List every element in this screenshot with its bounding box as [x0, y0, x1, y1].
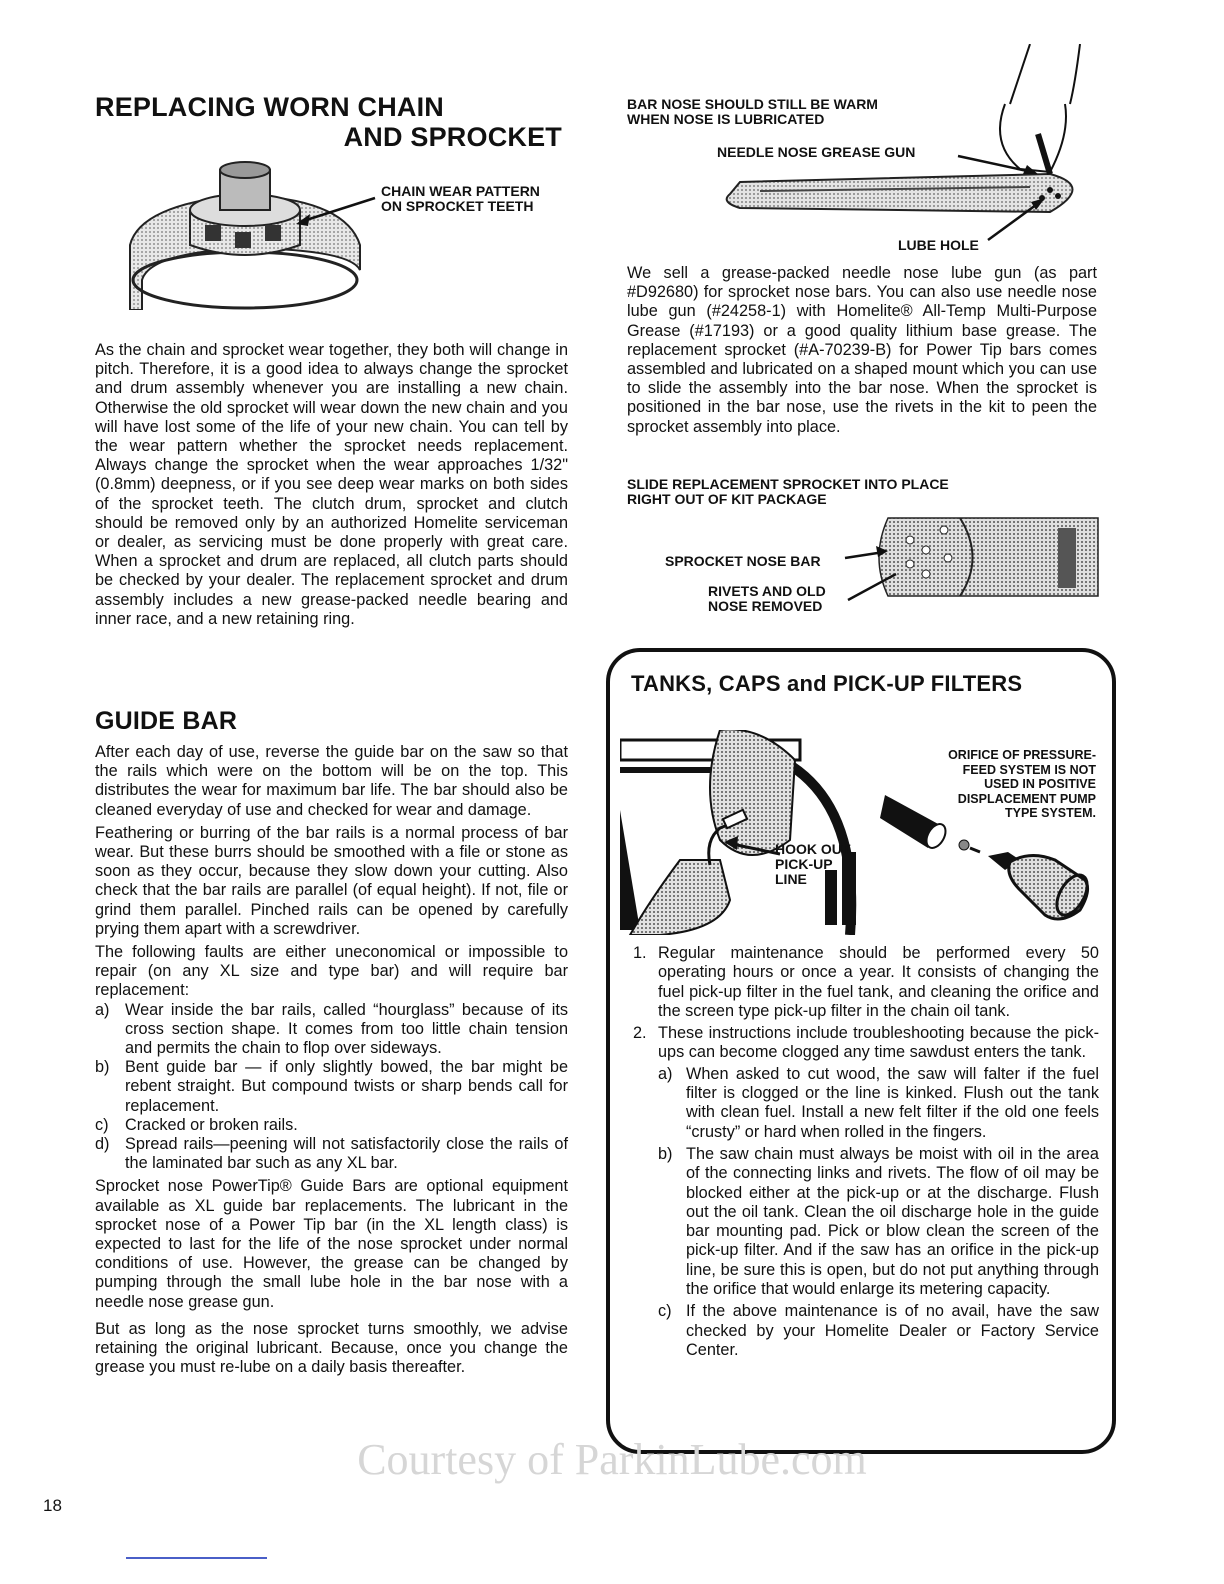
chain-section-title-line2: AND SPROCKET: [343, 122, 562, 152]
guide-bar-paragraph-5: But as long as the nose sprocket turns smoothly, we advise retaining the original lubricant. Because, once you change the grease you must re-lube on a daily basis thereafter.: [95, 1319, 568, 1377]
list-marker: c): [658, 1302, 672, 1321]
list-item: [95, 1058, 568, 1116]
footer-rule: [126, 1557, 267, 1559]
slide-sprocket-caption-line1: SLIDE REPLACEMENT SPROCKET INTO PLACE: [627, 476, 949, 492]
list-item: [629, 944, 1099, 1021]
list-marker: a): [95, 1000, 110, 1019]
list-item: [95, 1116, 568, 1135]
orifice-filter-illustration: [880, 790, 1095, 930]
orifice-note-line2: FEED SYSTEM IS NOT: [962, 762, 1096, 777]
list-item-text: Wear inside the bar rails, called “hourglass” because of its cross section shape. It comes from too little chain tension and permits the chain to flop over sideways.: [125, 1000, 568, 1058]
hook-out-label-line3: LINE: [775, 871, 807, 887]
list-item-text: These instructions include troubleshooting because the pick-ups can become clogged any time sawdust enters the tank.: [658, 1024, 1099, 1062]
chain-section-title-line1: REPLACING WORN CHAIN: [95, 92, 444, 122]
lube-warm-caption-line1: BAR NOSE SHOULD STILL BE WARM: [627, 96, 878, 112]
chain-sprocket-section: [95, 92, 570, 152]
tanks-maintenance-list: [629, 944, 1099, 1363]
guide-bar-paragraph-3: The following faults are either uneconomical or impossible to repair (on any XL size and type bar) and will require bar replacement:: [95, 943, 568, 1000]
slide-sprocket-caption: [627, 477, 949, 507]
list-marker: d): [95, 1135, 110, 1154]
chain-wear-caption: [381, 184, 540, 214]
list-marker: a): [658, 1064, 673, 1083]
hook-out-label-line1: HOOK OUT: [775, 841, 851, 857]
list-marker: 2.: [633, 1024, 647, 1043]
guide-bar-paragraph-2: Feathering or burring of the bar rails is a normal process of bar wear. But these burrs should be smoothed with a file or stone as soon as they occur, because they slow down your cutting. Also check that the bar rails are parallel (of equal height). If not, file or grind them parallel. Pinched rails can be opened by carefully prying them apart with a screwdriver.: [95, 823, 568, 938]
guide-bar-faults-list: [95, 1001, 568, 1174]
list-item: [658, 1302, 1099, 1360]
orifice-note-line4: DISPLACEMENT PUMP: [957, 791, 1096, 806]
list-marker: b): [658, 1144, 673, 1163]
list-item: [629, 1024, 1099, 1360]
list-marker: c): [95, 1115, 109, 1134]
grease-gun-caption: NEEDLE NOSE GREASE GUN: [717, 144, 916, 160]
fuel-pickup-illustration: [620, 730, 870, 935]
chain-wear-caption-line1: CHAIN WEAR PATTERN: [381, 183, 540, 199]
guide-bar-section: [95, 706, 568, 1382]
troubleshooting-substeps: [658, 1065, 1099, 1360]
sprocket-nose-illustration: [840, 508, 1102, 612]
guide-bar-paragraph-4: Sprocket nose PowerTip® Guide Bars are optional equipment available as XL guide bar replacements. The lubricant in the sprocket nose of a Power Tip bar (in the XL length class) is expected to last for the life of the nose sprocket under normal conditions of use. However, the grease can be changed by pumping through the small lube hole in the bar nose with a needle nose grease gun.: [95, 1177, 568, 1311]
hook-out-label-line2: PICK-UP: [775, 856, 833, 872]
slide-sprocket-caption-line2: RIGHT OUT OF KIT PACKAGE: [627, 491, 827, 507]
lube-warm-caption-line2: WHEN NOSE IS LUBRICATED: [627, 111, 825, 127]
rivets-label-line2: NOSE REMOVED: [708, 598, 823, 614]
rivets-label: [708, 584, 826, 614]
orifice-note-line5: TYPE SYSTEM.: [1005, 806, 1096, 820]
list-item: [658, 1145, 1099, 1299]
list-item-text: Bent guide bar — if only slightly bowed, the bar might be rebent straight. But compound twists or sharp bends call for replacement.: [125, 1058, 568, 1115]
sprocket-nose-bar-label: SPROCKET NOSE BAR: [665, 553, 821, 569]
lube-hole-caption: LUBE HOLE: [898, 237, 979, 253]
orifice-note-line3: USED IN POSITIVE: [984, 777, 1096, 791]
list-item-text: The saw chain must always be moist with oil in the area of the connecting links and rivets. The flow of oil may be blocked either at the pick-up or at the discharge. Flush out the oil tank. Clean the oil discharge hole in the guide bar mounting pad. Pick or blow clean the screen of the pick-up filter. And if the saw has an orifice in the pick-up line, be sure this is open, but do not put anything through the orifice that would enlarge its metering capacity.: [686, 1144, 1099, 1299]
orifice-filter-drawing: [880, 790, 1095, 930]
list-item: [95, 1001, 568, 1059]
guide-bar-lube-drawing: [720, 44, 1100, 244]
fuel-pickup-drawing: [620, 730, 870, 935]
sprocket-drum-drawing: [120, 150, 380, 310]
hook-out-label: [775, 842, 850, 887]
maintenance-steps: [629, 944, 1099, 1360]
sprocket-drum-illustration: [120, 150, 380, 310]
list-marker: 1.: [633, 944, 647, 962]
guide-bar-lube-illustration: [720, 44, 1100, 244]
lube-gun-paragraph: We sell a grease-packed needle nose lube gun (as part #D92680) for sprocket nose bars. You can also use needle nose lube gun (#24258-1) with Homelite® All-Temp Multi-Purpose Grease (#17193) or a good quality lithium base grease. The replacement sprocket (#A-70239-B) for Power Tip bars comes assembled and lubricated on a shaped mount which you can use to slide the assembly into the bar nose. When the sprocket is positioned in the bar nose, use the rivets in the kit to peen the sprocket assembly into place.: [627, 264, 1097, 436]
rivets-label-line1: RIVETS AND OLD: [708, 583, 826, 599]
page-number: 18: [43, 1496, 62, 1515]
chain-wear-caption-line2: ON SPROCKET TEETH: [381, 198, 534, 214]
watermark: Courtesy of ParkinLube.com: [357, 1435, 867, 1484]
list-item-text: Regular maintenance should be performed every 50 operating hours or once a year. It consists of changing the fuel pick-up filter in the fuel tank, and cleaning the orifice and the screen type pick-up filter in the chain oil tank.: [658, 944, 1099, 1020]
list-item-text: If the above maintenance is of no avail, have the saw checked by your Homelite Dealer or Factory Service Center.: [686, 1302, 1099, 1359]
list-marker: b): [95, 1058, 110, 1077]
list-item-text: Cracked or broken rails.: [125, 1115, 298, 1134]
list-item: [95, 1135, 568, 1173]
guide-bar-title: GUIDE BAR: [95, 707, 238, 735]
guide-bar-paragraph-1: After each day of use, reverse the guide bar on the saw so that the rails which were on the bottom will be on the top. This distributes the wear for maximum bar life. The bar should also be cleaned everyday of use and checked for wear and damage.: [95, 743, 568, 819]
chain-section-paragraph: As the chain and sprocket wear together, they both will change in pitch. Therefore, it is a good idea to always change the sprocket and drum assembly whenever you are installing a new chain. Otherwise the old sprocket will wear down the new chain and you will have lost some of the life of your new chain. You can tell by the wear pattern whether the sprocket needs replacement. Always change the sprocket when the wear approaches 1/32" (0.8mm) deepness, or if you see deep wear marks on both sides of the sprocket teeth. The clutch drum, sprocket and clutch should be removed only by an authorized Homelite serviceman or dealer, as servicing must be done properly with great care. When a sprocket and drum are replaced, all clutch parts should be checked by your dealer. The replacement sprocket and drum assembly includes a new grease-packed needle bearing and inner race, and a new retaining ring.: [95, 341, 568, 628]
sprocket-nose-drawing: [840, 508, 1102, 612]
list-item-text: When asked to cut wood, the saw will falter if the fuel filter is clogged or the line is kinked. Flush out the tank with clean fuel. Install a new felt filter if the old one feels “crusty” or hard when rolled in the fingers.: [686, 1064, 1099, 1141]
tanks-box-title: TANKS, CAPS and PICK-UP FILTERS: [631, 671, 1023, 696]
list-item: [658, 1065, 1099, 1142]
list-item-text: Spread rails—peening will not satisfactorily close the rails of the laminated bar such as any XL bar.: [125, 1135, 568, 1173]
orifice-note-line1: ORIFICE OF PRESSURE-: [948, 748, 1096, 762]
